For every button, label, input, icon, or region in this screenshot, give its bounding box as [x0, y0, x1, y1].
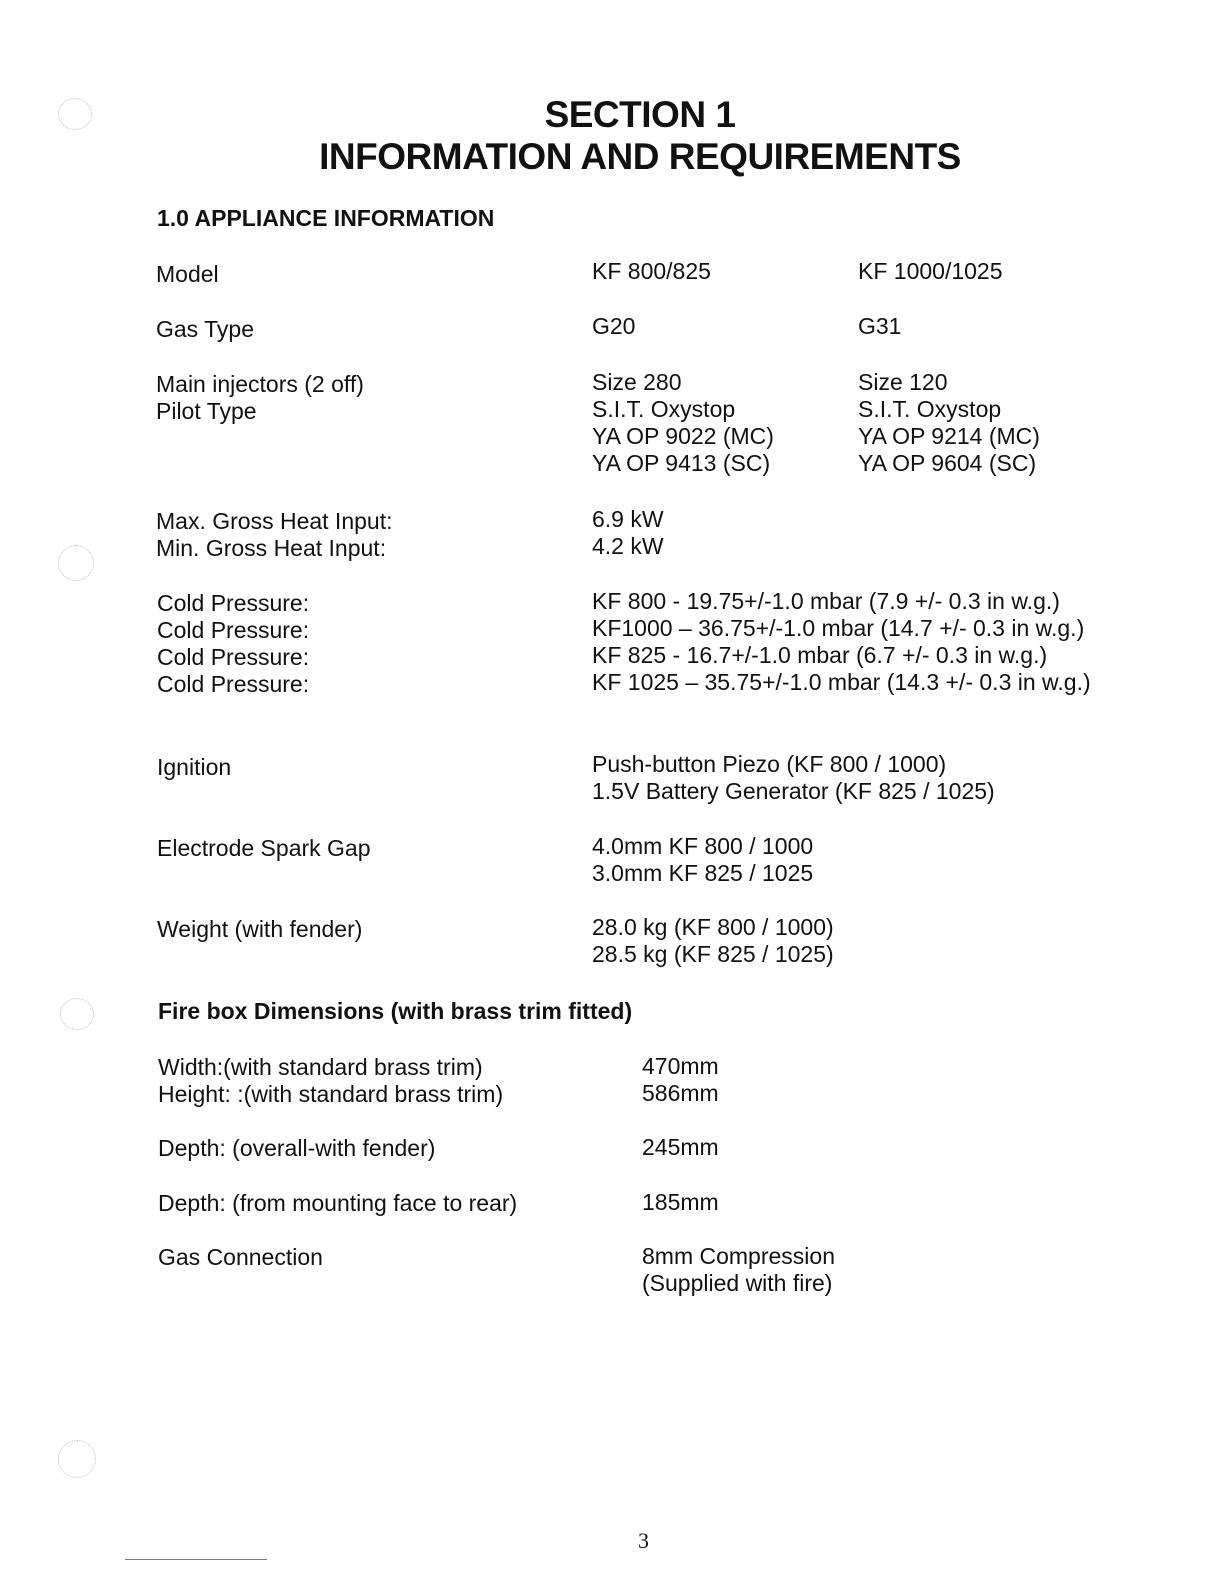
- injector-col1-line: Size 280: [592, 369, 682, 395]
- depth-mounting-label: Depth: (from mounting face to rear): [158, 1190, 518, 1216]
- main-injectors-label: Main injectors (2 off): [156, 371, 364, 397]
- gas-type-label: Gas Type: [156, 316, 255, 342]
- ignition-label: Ignition: [157, 754, 232, 780]
- spark-gap-label: Electrode Spark Gap: [157, 835, 371, 861]
- min-heat-input-label: Min. Gross Heat Input:: [156, 535, 387, 561]
- max-heat-input-label: Max. Gross Heat Input:: [156, 508, 393, 534]
- spark-gap-value: 4.0mm KF 800 / 1000: [592, 833, 814, 859]
- width-label: Width:(with standard brass trim): [158, 1054, 483, 1080]
- injector-col2-line: Size 120: [858, 369, 948, 395]
- weight-value: 28.0 kg (KF 800 / 1000): [592, 914, 834, 940]
- depth-mounting-value: 185mm: [642, 1189, 719, 1215]
- punch-hole-upper-middle: [58, 545, 94, 581]
- injector-col2-line: YA OP 9604 (SC): [858, 450, 1037, 476]
- gas-type-col1: G20: [592, 313, 636, 339]
- min-heat-input-value: 4.2 kW: [592, 533, 664, 559]
- cold-pressure-label: Cold Pressure:: [157, 617, 310, 643]
- cold-pressure-value: KF1000 – 36.75+/-1.0 mbar (14.7 +/- 0.3 in w.g.): [592, 615, 1085, 641]
- ignition-value: Push-button Piezo (KF 800 / 1000): [592, 751, 947, 777]
- pilot-type-label: Pilot Type: [156, 398, 257, 424]
- spark-gap-value: 3.0mm KF 825 / 1025: [592, 860, 814, 886]
- punch-hole-lower-middle: [60, 998, 94, 1030]
- injector-col2-line: S.I.T. Oxystop: [858, 396, 1002, 422]
- cold-pressure-value: KF 1025 – 35.75+/-1.0 mbar (14.3 +/- 0.3 in w.g.): [592, 669, 1091, 695]
- section-title: SECTION 1: [544, 94, 736, 135]
- cold-pressure-value: KF 800 - 19.75+/-1.0 mbar (7.9 +/- 0.3 in w.g.): [592, 588, 1060, 614]
- model-col1: KF 800/825: [592, 258, 711, 284]
- gas-type-col2: G31: [858, 313, 902, 339]
- gas-connection-value: (Supplied with fire): [642, 1270, 833, 1296]
- fire-box-heading: Fire box Dimensions (with brass trim fitted): [158, 998, 633, 1024]
- cold-pressure-label: Cold Pressure:: [157, 644, 310, 670]
- cold-pressure-label: Cold Pressure:: [157, 671, 310, 697]
- injector-col1-line: YA OP 9413 (SC): [592, 450, 771, 476]
- gas-connection-value: 8mm Compression: [642, 1243, 835, 1269]
- page-number: 3: [638, 1528, 649, 1553]
- injector-col2-line: YA OP 9214 (MC): [858, 423, 1040, 449]
- height-value: 586mm: [642, 1080, 719, 1106]
- injector-col1-line: S.I.T. Oxystop: [592, 396, 736, 422]
- gas-connection-label: Gas Connection: [158, 1244, 323, 1270]
- depth-overall-value: 245mm: [642, 1134, 719, 1160]
- width-value: 470mm: [642, 1053, 719, 1079]
- model-col2: KF 1000/1025: [858, 258, 1003, 284]
- injector-col1-line: YA OP 9022 (MC): [592, 423, 774, 449]
- max-heat-input-value: 6.9 kW: [592, 506, 664, 532]
- height-label: Height: :(with standard brass trim): [158, 1081, 504, 1107]
- weight-label: Weight (with fender): [157, 916, 363, 942]
- footer-rule: [125, 1559, 267, 1560]
- weight-value: 28.5 kg (KF 825 / 1025): [592, 941, 834, 967]
- depth-overall-label: Depth: (overall-with fender): [158, 1135, 436, 1161]
- model-label: Model: [156, 261, 219, 287]
- cold-pressure-value: KF 825 - 16.7+/-1.0 mbar (6.7 +/- 0.3 in w.g.): [592, 642, 1048, 668]
- section-subtitle: INFORMATION AND REQUIREMENTS: [319, 136, 961, 177]
- ignition-value: 1.5V Battery Generator (KF 825 / 1025): [592, 778, 995, 804]
- punch-hole-bottom: [58, 1440, 96, 1478]
- cold-pressure-label: Cold Pressure:: [157, 590, 310, 616]
- appliance-info-heading: 1.0 APPLIANCE INFORMATION: [157, 205, 495, 231]
